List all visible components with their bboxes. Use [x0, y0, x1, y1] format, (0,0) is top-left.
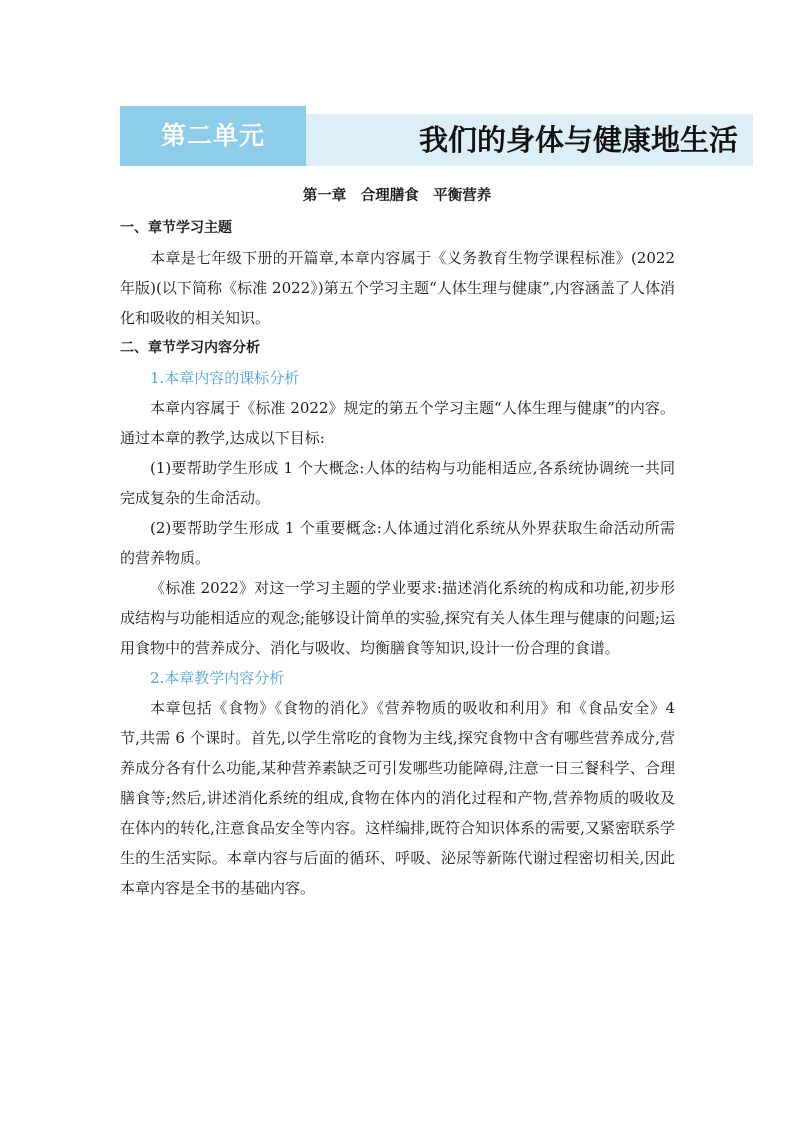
subsection-heading-2: 2.本章教学内容分析	[150, 669, 285, 687]
paragraph: 本章内容属于《标准 2022》规定的第五个学习主题“人体生理与健康”的内容。通过本章的教学,达成以下目标:	[120, 399, 675, 447]
section-heading-1: 一、章节学习主题	[120, 220, 232, 236]
document-body	[120, 213, 675, 903]
subsection-heading-1: 1.本章内容的课标分析	[150, 369, 300, 387]
chapter-title: 第一章 合理膳食 平衡营养	[302, 187, 492, 204]
paragraph: (2)要帮助学生形成 1 个重要概念:人体通过消化系统从外界获取生命活动所需的营养物质。	[120, 519, 675, 567]
paragraph: 本章是七年级下册的开篇章,本章内容属于《义务教育生物学课程标准》(2022年版)(以下简称《标准 2022》)第五个学习主题“人体生理与健康”,内容涵盖了人体消化和吸收的相关知识。	[120, 249, 675, 327]
unit-label: 第二单元	[160, 121, 265, 150]
section-heading-2: 二、章节学习内容分析	[120, 340, 260, 356]
paragraph: (1)要帮助学生形成 1 个大概念:人体的结构与功能相适应,各系统协调统一共同完成复杂的生命活动。	[120, 459, 675, 507]
unit-title: 我们的身体与健康地生活	[418, 123, 738, 157]
paragraph: 本章包括《食物》《食物的消化》《营养物质的吸收和利用》和《食品安全》4 节,共需 6 个课时。首先,以学生常吃的食物为主线,探究食物中含有哪些营养成分,营养成分各有什么功能,某种营养素缺乏可引发哪些功能障碍,注意一日三餐科学、合理膳食等;然后,讲述消化系统的组成,食物在体内的消化过程和产物,营养物质的吸收及在体内的转化,注意食品安全等内容。这样编排,既符合知识体系的需要,又紧密联系学生的生活实际。本章内容与后面的循环、呼吸、泌尿等新陈代谢过程密切相关,因此本章内容是全书的基础内容。	[120, 699, 675, 897]
paragraph: 《标准 2022》对这一学习主题的学业要求:描述消化系统的构成和功能,初步形成结构与功能相适应的观念;能够设计简单的实验,探究有关人体生理与健康的问题;运用食物中的营养成分、消化与吸收、均衡膳食等知识,设计一份合理的食谱。	[120, 579, 675, 657]
unit-banner	[120, 106, 753, 166]
